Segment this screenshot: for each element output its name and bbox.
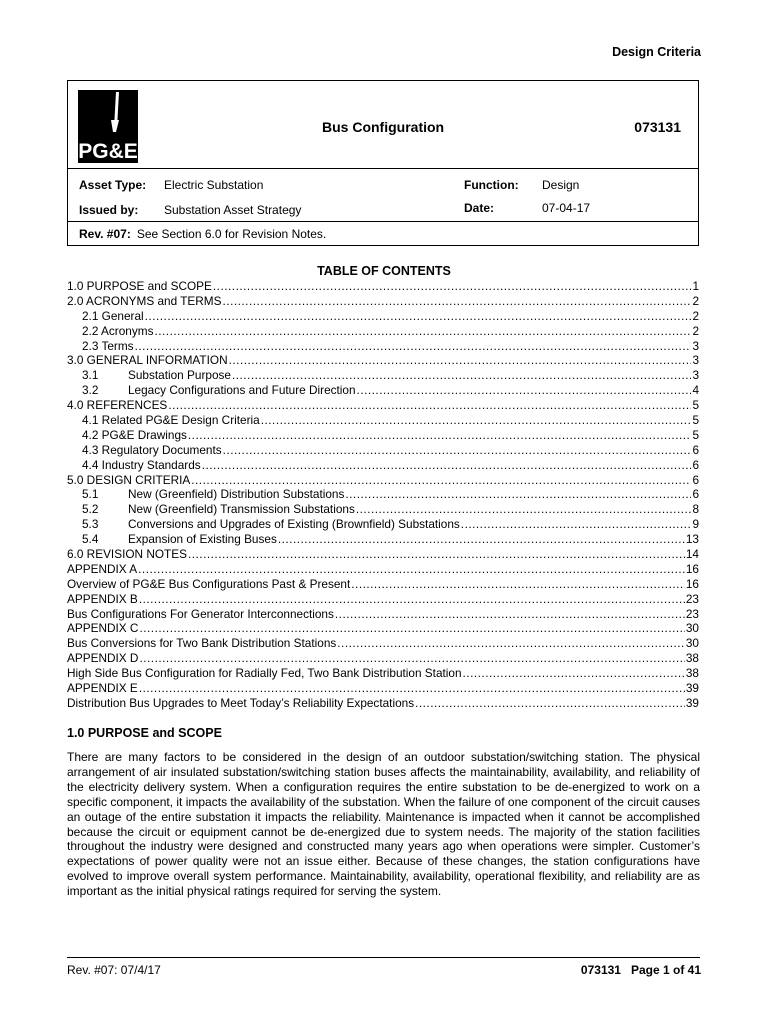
toc-entry-page: 39 xyxy=(685,695,699,710)
toc-entry-number: 3.1 xyxy=(82,368,99,383)
toc-entry-title: APPENDIX A xyxy=(67,561,138,576)
toc-entry-title: Overview of PG&E Bus Configurations Past & Present xyxy=(67,576,351,591)
toc-leader-dots xyxy=(188,547,685,562)
logo-lettering: PG&E xyxy=(78,140,138,163)
toc-leader-dots xyxy=(223,443,692,458)
toc-entry-page: 6 xyxy=(692,442,699,457)
toc-entry-title: Bus Configurations For Generator Interconnections xyxy=(67,606,334,621)
toc-entry-page: 6 xyxy=(692,457,699,472)
toc-entry-page: 6 xyxy=(692,472,699,487)
toc-leader-dots xyxy=(337,636,685,651)
toc-entry[interactable] xyxy=(67,592,699,607)
toc-entry[interactable] xyxy=(67,487,699,502)
header-box xyxy=(67,80,699,246)
function-value-wrap xyxy=(542,178,579,192)
toc-entry-title: APPENDIX E xyxy=(67,681,138,696)
toc-entry[interactable] xyxy=(67,324,699,339)
toc-leader-dots xyxy=(351,577,685,592)
toc-entry[interactable] xyxy=(67,353,699,368)
toc-leader-dots xyxy=(202,458,692,473)
toc-entry[interactable] xyxy=(67,681,699,696)
header-divider xyxy=(68,168,698,169)
toc-entry-title: 2.3 Terms xyxy=(82,338,134,353)
header-divider xyxy=(68,221,698,222)
toc-entry[interactable] xyxy=(67,621,699,636)
toc-leader-dots xyxy=(139,621,684,636)
toc-entry-title: 2.0 ACRONYMS and TERMS xyxy=(67,293,222,308)
toc-entry[interactable] xyxy=(67,428,699,443)
toc-entry-page: 9 xyxy=(692,517,699,532)
date-label: Date: xyxy=(464,201,495,215)
toc-entry-page: 3 xyxy=(692,338,699,353)
toc-leader-dots xyxy=(188,428,692,443)
toc-entry-title: Expansion of Existing Buses xyxy=(128,532,277,547)
toc-entry-page: 2 xyxy=(692,293,699,308)
date-label-wrap xyxy=(464,201,494,215)
document-number: 073131 xyxy=(634,119,681,135)
toc-entry-title: 1.0 PURPOSE and SCOPE xyxy=(67,279,212,293)
toc-entry[interactable] xyxy=(67,517,699,532)
toc-leader-dots xyxy=(335,607,685,622)
toc-leader-dots xyxy=(461,517,692,532)
toc-entry-title: New (Greenfield) Distribution Substations xyxy=(128,487,345,502)
toc-entry-page: 3 xyxy=(692,368,699,383)
toc-entry-page: 3 xyxy=(692,353,699,368)
toc-entry-title: 4.2 PG&E Drawings xyxy=(82,427,187,442)
toc-leader-dots xyxy=(154,324,691,339)
toc-entry-page: 23 xyxy=(685,591,699,606)
section-heading: 1.0 PURPOSE and SCOPE xyxy=(67,726,222,740)
toc-entry-page: 2 xyxy=(692,323,699,338)
toc-entry-number: 3.2 xyxy=(82,383,99,398)
toc-leader-dots xyxy=(138,562,685,577)
toc-entry[interactable] xyxy=(67,383,699,398)
toc-leader-dots xyxy=(223,294,692,309)
toc-leader-dots xyxy=(463,666,685,681)
toc-leader-dots xyxy=(168,398,691,413)
toc-entry[interactable] xyxy=(67,368,699,383)
asset-type-value: Electric Substation xyxy=(164,178,264,192)
toc-entry-page: 38 xyxy=(685,666,699,681)
toc-entry-number: 5.3 xyxy=(82,517,99,532)
toc-entry-page: 5 xyxy=(692,413,699,428)
function-label: Function: xyxy=(464,178,519,192)
toc-entry[interactable] xyxy=(67,562,699,577)
toc-leader-dots xyxy=(357,383,692,398)
toc-entry-number: 5.2 xyxy=(82,502,99,517)
issued-by-value-wrap xyxy=(164,203,301,217)
function-value: Design xyxy=(542,178,580,192)
toc-leader-dots xyxy=(356,502,692,517)
toc-entry[interactable] xyxy=(67,547,699,562)
toc-entry-page: 30 xyxy=(685,621,699,636)
revision-line xyxy=(79,227,326,241)
toc-leader-dots xyxy=(139,592,685,607)
document-title: Bus Configuration xyxy=(322,119,445,135)
toc-entry[interactable] xyxy=(67,458,699,473)
toc-leader-dots xyxy=(139,651,684,666)
footer-doc-number: 073131 xyxy=(580,963,621,977)
toc-entry-page: 30 xyxy=(685,636,699,651)
toc-entry-title: Substation Purpose xyxy=(128,368,231,383)
asset-type-label: Asset Type: xyxy=(79,178,147,192)
toc-entry-title: 4.1 Related PG&E Design Criteria xyxy=(82,413,260,428)
toc-entry[interactable] xyxy=(67,473,699,488)
toc-entry-title: High Side Bus Configuration for Radially Fed, Two Bank Distribution Station xyxy=(67,666,462,681)
toc-entry-page: 2 xyxy=(692,308,699,323)
footer-revision: Rev. #07: 07/4/17 xyxy=(67,963,161,977)
toc-entry-page: 6 xyxy=(692,487,699,502)
toc-entry[interactable] xyxy=(67,294,699,309)
toc-entry-title: 5.0 DESIGN CRITERIA xyxy=(67,472,191,487)
toc-entry-title: 4.0 REFERENCES xyxy=(67,398,168,413)
toc-entry-page: 39 xyxy=(685,681,699,696)
document-type: Design Criteria xyxy=(612,45,701,59)
toc-entry[interactable] xyxy=(67,398,699,413)
toc-entry-number: 5.4 xyxy=(82,532,99,547)
toc-entry[interactable] xyxy=(67,532,699,547)
toc-entry-title: 6.0 REVISION NOTES xyxy=(67,547,187,562)
toc-leader-dots xyxy=(229,353,692,368)
asset-type-value-wrap xyxy=(164,178,263,192)
toc-entry-title: 3.0 GENERAL INFORMATION xyxy=(67,353,228,368)
toc-entry-page: 23 xyxy=(685,606,699,621)
toc-entry-title: APPENDIX D xyxy=(67,651,139,666)
revision-note: See Section 6.0 for Revision Notes. xyxy=(136,227,327,241)
toc-entry-title: 4.3 Regulatory Documents xyxy=(82,442,222,457)
footer-page-number: Page 1 of 41 xyxy=(630,963,701,977)
revision-label: Rev. #07: xyxy=(79,227,131,241)
pge-logo xyxy=(78,90,138,163)
toc-entry-page: 16 xyxy=(685,576,699,591)
toc-entry-page: 5 xyxy=(692,398,699,413)
toc-entry-page: 13 xyxy=(685,532,699,547)
toc-leader-dots xyxy=(261,413,692,428)
toc-entry-title: 4.4 Industry Standards xyxy=(82,457,201,472)
toc-entry[interactable] xyxy=(67,309,699,324)
table-of-contents xyxy=(67,279,699,711)
toc-entry[interactable] xyxy=(67,577,699,592)
toc-entry[interactable] xyxy=(67,607,699,622)
toc-entry-title: New (Greenfield) Transmission Substations xyxy=(128,502,355,517)
toc-entry-title: APPENDIX B xyxy=(67,591,138,606)
section-body: There are many factors to be considered in the design of an outdoor substation/switching station. The physical arrangement of air insulated substation/switching station buses affects the maintainability, availability, and reliability of the electricity delivery system. When a configuration requires the entire substation to be de-energized to work on a specific component, it impacts the availability of the substation. When the failure of one component of the circuit causes an outage of the entire substation it impacts the reliability. Maintenance is impacted when it cannot be accomplished because the circuit or equipment cannot be de-energized due to system needs. The majority of the station facilities throughout the industry were designed and constructed many years ago when operations were simpler. Customer’s expectations of power quality were not an issue either. Because of these changes, the station configurations have evolved to improve overall system performance. Maintainability, availability, operational flexibility, and reliability are as important as the initial physical ratings required for serving the system. xyxy=(67,750,701,899)
asset-type-label-wrap xyxy=(79,178,146,192)
footer-page-info xyxy=(581,963,701,977)
toc-entry-title: Distribution Bus Upgrades to Meet Today’s Reliability Expectations xyxy=(67,695,415,710)
issued-by-value: Substation Asset Strategy xyxy=(164,203,302,217)
toc-entry-page: 5 xyxy=(692,427,699,442)
toc-leader-dots xyxy=(145,309,692,324)
toc-entry[interactable] xyxy=(67,696,699,711)
toc-leader-dots xyxy=(278,532,685,547)
footer-divider xyxy=(67,957,700,958)
toc-leader-dots xyxy=(232,368,691,383)
toc-leader-dots xyxy=(213,279,692,294)
date-value: 07-04-17 xyxy=(542,201,591,215)
toc-entry[interactable] xyxy=(67,413,699,428)
toc-entry-page: 14 xyxy=(685,547,699,562)
toc-entry-page: 38 xyxy=(685,651,699,666)
toc-entry[interactable] xyxy=(67,636,699,651)
toc-entry-page: 4 xyxy=(692,383,699,398)
function-label-wrap xyxy=(464,178,519,192)
toc-leader-dots xyxy=(139,681,685,696)
toc-entry-number: 5.1 xyxy=(82,487,99,502)
issued-by-label: Issued by: xyxy=(79,203,139,217)
toc-leader-dots xyxy=(191,473,691,488)
toc-entry-page: 16 xyxy=(685,561,699,576)
date-value-wrap xyxy=(542,201,590,215)
toc-entry-title: Bus Conversions for Two Bank Distribution Stations xyxy=(67,636,337,651)
toc-entry-title: Conversions and Upgrades of Existing (Brownfield) Substations xyxy=(128,517,460,532)
toc-entry[interactable] xyxy=(67,443,699,458)
toc-entry-title: Legacy Configurations and Future Direction xyxy=(128,383,356,398)
toc-entry[interactable] xyxy=(67,666,699,681)
toc-entry[interactable] xyxy=(67,651,699,666)
toc-entry[interactable] xyxy=(67,502,699,517)
toc-entry-title: 2.1 General xyxy=(82,308,144,323)
issued-by-label-wrap xyxy=(79,203,138,217)
toc-entry[interactable] xyxy=(67,279,699,294)
toc-entry-page: 8 xyxy=(692,502,699,517)
toc-leader-dots xyxy=(345,487,691,502)
toc-entry-page: 1 xyxy=(692,279,699,293)
toc-entry[interactable] xyxy=(67,339,699,354)
toc-entry-title: APPENDIX C xyxy=(67,621,139,636)
toc-leader-dots xyxy=(415,696,685,711)
toc-leader-dots xyxy=(135,339,692,354)
toc-entry-title: 2.2 Acronyms xyxy=(82,323,154,338)
toc-title: TABLE OF CONTENTS xyxy=(317,264,451,278)
